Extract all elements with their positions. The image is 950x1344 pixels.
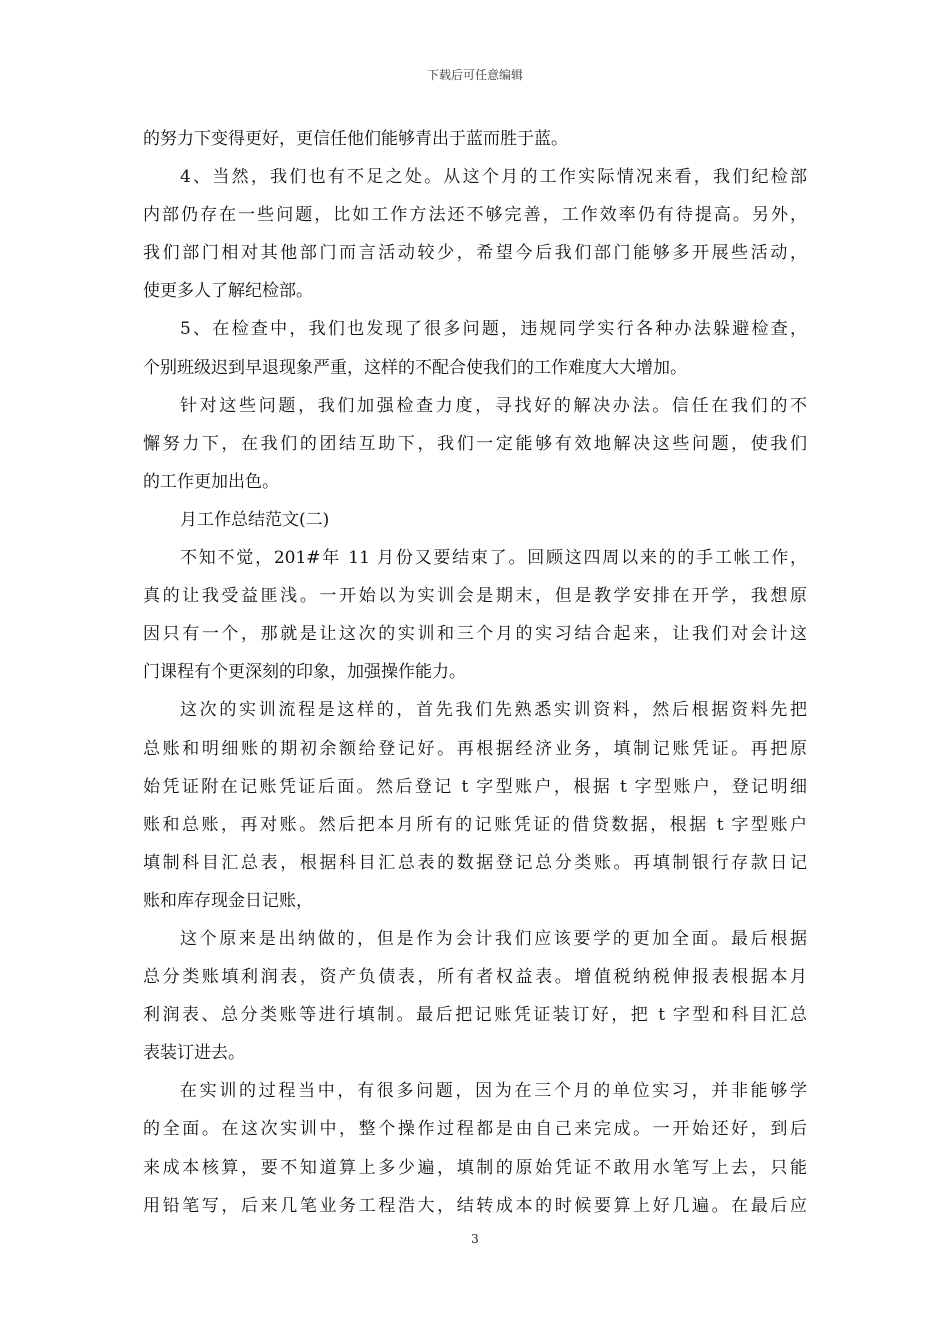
text-line: 始凭证附在记账凭证后面。然后登记 t 字型账户，根据 t 字型账户，登记明细 bbox=[143, 776, 807, 797]
text-line: 因只有一个，那就是让这次的实训和三个月的实习结合起来，让我们对会计这 bbox=[143, 624, 807, 645]
text-line: 这次的实训流程是这样的，首先我们先熟悉实训资料，然后根据资料先把 bbox=[180, 700, 807, 721]
text-line: 内部仍存在一些问题，比如工作方法还不够完善，工作效率仍有待提高。另外， bbox=[143, 205, 807, 226]
page-header: 下载后可任意编辑 bbox=[426, 68, 523, 82]
text-line: 5、在检查中，我们也发现了很多问题，违规同学实行各种办法躲避检查， bbox=[180, 319, 807, 340]
document-body bbox=[143, 120, 807, 1225]
text-line: 门课程有个更深刻的印象，加强操作能力。 bbox=[143, 662, 466, 683]
text-line: 4、当然，我们也有不足之处。从这个月的工作实际情况来看，我们纪检部 bbox=[180, 167, 807, 188]
text-line: 真的让我受益匪浅。一开始以为实训会是期末，但是教学安排在开学，我想原 bbox=[143, 586, 807, 607]
text-line: 懈努力下，在我们的团结互助下，我们一定能够有效地解决这些问题，使我们 bbox=[143, 433, 807, 454]
text-line: 不知不觉，201#年 11 月份又要结束了。回顾这四周以来的的手工帐工作， bbox=[180, 548, 807, 569]
text-line: 针对这些问题，我们加强检查力度，寻找好的解决办法。信任在我们的不 bbox=[180, 395, 807, 416]
text-line: 来成本核算，要不知道算上多少遍，填制的原始凭证不敢用水笔写上去，只能 bbox=[143, 1157, 807, 1178]
text-line: 总分类账填利润表，资产负债表，所有者权益表。增值税纳税伸报表根据本月 bbox=[143, 967, 807, 988]
text-line: 表装订进去。 bbox=[143, 1043, 245, 1064]
text-line: 使更多人了解纪检部。 bbox=[143, 281, 313, 302]
text-line: 账和总账，再对账。然后把本月所有的记账凭证的借贷数据，根据 t 字型账户 bbox=[143, 814, 807, 835]
text-line: 利润表、总分类账等进行填制。最后把记账凭证装订好，把 t 字型和科目汇总 bbox=[143, 1005, 807, 1026]
text-line: 账和库存现金日记账， bbox=[143, 890, 313, 911]
text-line: 填制科目汇总表，根据科目汇总表的数据登记总分类账。再填制银行存款日记 bbox=[143, 852, 807, 873]
text-line: 我们部门相对其他部门而言活动较少，希望今后我们部门能够多开展些活动， bbox=[143, 243, 807, 264]
text-line: 这个原来是出纳做的，但是作为会计我们应该要学的更加全面。最后根据 bbox=[180, 928, 807, 949]
text-line: 总账和明细账的期初余额给登记好。再根据经济业务，填制记账凭证。再把原 bbox=[143, 738, 807, 759]
text-line: 月工作总结范文(二) bbox=[180, 509, 330, 530]
text-line: 个别班级迟到早退现象严重，这样的不配合使我们的工作难度大大增加。 bbox=[143, 357, 687, 378]
text-line: 的努力下变得更好，更信任他们能够青出于蓝而胜于蓝。 bbox=[143, 129, 568, 149]
text-line: 用铅笔写，后来几笔业务工程浩大，结转成本的时候要算上好几遍。在最后应 bbox=[143, 1195, 807, 1216]
text-line: 的全面。在这次实训中，整个操作过程都是由自己来完成。一开始还好，到后 bbox=[143, 1119, 807, 1140]
page-number: 3 bbox=[471, 1232, 479, 1246]
text-line: 的工作更加出色。 bbox=[143, 471, 279, 492]
text-line: 在实训的过程当中，有很多问题，因为在三个月的单位实习，并非能够学 bbox=[180, 1081, 807, 1102]
